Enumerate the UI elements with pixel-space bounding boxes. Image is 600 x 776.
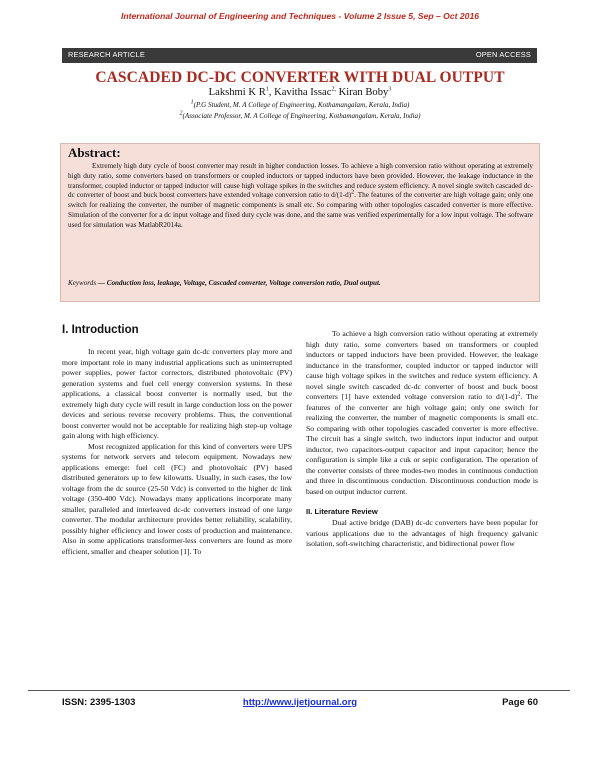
intro-paragraph-1: In recent year, high voltage gain dc-dc converters play more and more important role in many industrial applications such as uninterrupted power supplies, power factor correctors, distributed photovoltaic (PV) generation systems and fuel cell energy conversion systems. In these applications, a classical boost converter is normally used, but the extremely high duty cycle will result in large conduction loss on the power devices and serious reverse recovery problems. Thus, the conventional boost converter would not be acceptable for realizing high step-up voltage gain along with high efficiency.: [62, 347, 292, 440]
affiliation-2-sup: 2: [179, 110, 183, 117]
col2-paragraph-1-sup: 2: [517, 390, 521, 398]
article-type-bar: [62, 48, 537, 63]
keywords-list: — Conduction loss, leakage, Voltage, Cascaded converter, Voltage conversion ratio, Dual output.: [97, 279, 381, 287]
open-access-tag: OPEN ACCESS: [475, 50, 531, 59]
research-article-tag: RESEARCH ARTICLE: [68, 50, 145, 59]
col2-paragraph-1-b: . The features of the converter are high voltage gain; only one switch for realizing the converter, the number of magnetic components is small etc. So comparing with other topologies cascaded converter is more effective. The circuit has a single switch, two inductors input inductor and output inductor, two capacitors-output capacitor and input capacitor; hence the configuration is simple like a cuk or sepic configuration. The operation of the converter consists of three modes-two modes in continuous conduction and three in discontinuous conduction. Discontinuous conduction mode is based on output inductor current.: [306, 392, 539, 496]
affiliation-2-text: (Associate Professor, M. A College of Engineering, Kothamangalam, Kerala, India): [182, 112, 421, 120]
abstract-text: [68, 162, 533, 231]
literature-paragraph-1: Dual active bridge (DAB) dc-dc converters have been popular for various applications due to the advantages of high frequency galvanic isolation, soft-switching characteristic, and bidirectional power flow: [306, 518, 538, 548]
footer-url-link[interactable]: http://www.ijetjournal.org: [242, 697, 358, 708]
abstract-text-b: . The features of the converter are high voltage gain; only one switch for realizing the converter, the number of magnetic components is small etc. So comparing with other topologies cascaded converter is more effective. Simulation of the converter for a dc input voltage and fixed duty cycle was done, and the same was verified experimentally for a low input voltage. The software used for simulation was MatlabR2014a.: [68, 191, 534, 229]
intro-paragraph-2: Most recognized application for this kind of converters were UPS systems for network servers and telecom equipment. Nowadays new applications emerge: fuel cell (FC) and photovoltaic (PV) based distributed generators up to few kilowatts. Usually, in such cases, the low voltage from the dc source (25-50 Vdc) is converted to the higher dc link voltage (350-400 Vdc). Nowadays many applications incorporate many smaller, paralleled and interleaved dc-dc converters instead of one large converter. The modular architecture provides better reliability, scalability, possibly higher efficiency and lower costs of production and maintenance. Also in some applications transformer-less converters are found as more efficient, smaller and cheaper solution [1]. To: [62, 441, 292, 556]
affiliation-1-text: (P.G Student, M. A College of Engineering, Kothamangalam, Kerala, India): [193, 101, 410, 109]
right-column: [306, 324, 538, 550]
abstract-heading: Abstract:: [68, 145, 121, 160]
author-1: Lakshmi K R: [208, 87, 266, 98]
col2-paragraph-1: [306, 329, 538, 497]
keywords-label: Keywords: [68, 279, 97, 287]
journal-header: International Journal of Engineering and Techniques - Volume 2 Issue 5, Sep – Oct 2016: [121, 11, 479, 21]
affiliation-2: [0, 112, 600, 120]
author-2-sup: 2,: [331, 86, 336, 93]
footer-page: Page 60: [502, 697, 538, 708]
left-column: [62, 324, 292, 557]
intro-heading: I. Introduction: [62, 324, 139, 336]
footer-rule: [28, 690, 570, 691]
paper-title: CASCADED DC-DC CONVERTER WITH DUAL OUTPUT: [95, 69, 505, 86]
abstract-text-a: Extremely high duty cycle of boost converter may result in higher conduction losses. To achieve a high conversion ratio without operating at extremely high duty ratio, some converters based on transformers or coupled inductors or tapped inductors have been provided. However, the leakage inductance in the transformer, coupled inductor or tapped inductor will cause high voltage spikes in the switches and reduce system efficiency. A novel single switch cascaded dc-dc converter of boost and buck boost converters have extended voltage conversion ratio to d/(1-d): [68, 162, 533, 200]
keywords: [68, 279, 533, 287]
literature-heading: II. Literature Review: [306, 507, 378, 516]
author-3: Kiran Boby: [338, 87, 389, 98]
author-3-sup: 3: [388, 86, 392, 93]
author-2: Kavitha Issac: [274, 87, 332, 98]
affiliation-1-sup: 1: [190, 99, 194, 106]
author-1-sup: 1: [265, 86, 269, 93]
abstract-text-sup: 2: [351, 190, 355, 196]
footer-issn: ISSN: 2395-1303: [62, 697, 136, 708]
col2-paragraph-1-a: To achieve a high conversion ratio without operating at extremely high duty ratio, some converters based on transformers or coupled inductors or tapped inductors have been provided. However, the leakage inductance in the transformer, coupled inductor or tapped inductor will cause high voltage spikes in the switches and reduce system efficiency. A novel single switch cascaded dc-dc converter of boost and buck boost converters [1] have extended voltage conversion ratio to d/(1-d): [306, 329, 538, 401]
author-line: Lakshmi K $R^1$, Kavitha Issac$^{2,}$ Kiran Boby$^3$: [208, 86, 392, 98]
affiliation-1: [0, 101, 600, 109]
